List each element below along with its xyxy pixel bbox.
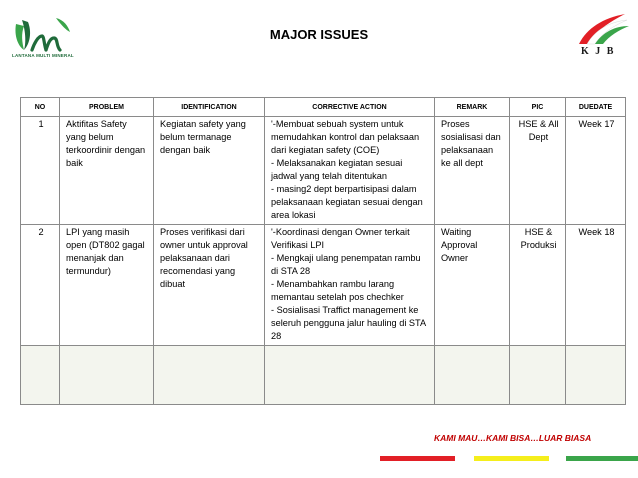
corrective-action-line: - masing2 dept berpartisipasi dalam pelaksanaan kegiatan sesuai dengan area lokasi xyxy=(271,184,423,220)
empty-cell xyxy=(60,346,154,405)
table-row xyxy=(21,225,626,346)
cell-no: 1 xyxy=(21,117,60,225)
kjb-logo xyxy=(573,10,629,62)
kjb-logo-text: K J B xyxy=(581,46,616,57)
corrective-action-line: '-Membuat sebuah system untuk memudahkan kontrol dan pelaksaan dari kegiatan safety (COE) xyxy=(271,119,420,155)
table-row xyxy=(21,117,626,225)
issues-table xyxy=(20,97,626,405)
footer-bar-yellow xyxy=(474,456,549,461)
empty-cell xyxy=(510,346,566,405)
column-header-corrective-action: CORRECTIVE ACTION xyxy=(265,98,435,117)
empty-cell xyxy=(154,346,265,405)
cell-identification: Proses verifikasi dari owner untuk approval pelaksanaan dari recomendasi yang dibuat xyxy=(154,225,265,346)
cell-remark: Waiting Approval Owner xyxy=(435,225,510,346)
column-header-identification: IDENTIFICATION xyxy=(154,98,265,117)
corrective-action-line: - Menambahkan rambu larang memantau setelah pos chechker xyxy=(271,279,404,302)
corrective-action-line: - Mengkaji ulang penempatan rambu di STA 28 xyxy=(271,253,421,276)
cell-no: 2 xyxy=(21,225,60,346)
cell-corrective-action xyxy=(265,117,435,225)
column-header-no: NO xyxy=(21,98,60,117)
cell-problem: Aktifitas Safety yang belum terkoordinir dengan baik xyxy=(60,117,154,225)
column-header-problem: PROBLEM xyxy=(60,98,154,117)
lantana-logo-text: LANTANA MULTI MINERAL xyxy=(12,53,74,58)
empty-cell xyxy=(435,346,510,405)
cell-pic: HSE & All Dept xyxy=(510,117,566,225)
footer-bar-green xyxy=(566,456,638,461)
table-header-row xyxy=(21,98,626,117)
empty-cell xyxy=(21,346,60,405)
cell-duedate: Week 17 xyxy=(566,117,626,225)
cell-pic: HSE & Produksi xyxy=(510,225,566,346)
cell-corrective-action xyxy=(265,225,435,346)
cell-problem: LPI yang masih open (DT802 gagal menanjak dan termundur) xyxy=(60,225,154,346)
corrective-action-line: - Melaksanakan kegiatan sesuai jadwal yang telah ditentukan xyxy=(271,158,403,181)
page-title: MAJOR ISSUES xyxy=(269,27,369,42)
cell-remark: Proses sosialisasi dan pelaksanaan ke all dept xyxy=(435,117,510,225)
column-header-pic: PIC xyxy=(510,98,566,117)
column-header-remark: REMARK xyxy=(435,98,510,117)
cell-identification: Kegiatan safety yang belum termanage dengan baik xyxy=(154,117,265,225)
footer-tagline: KAMI MAU…KAMI BISA…LUAR BIASA xyxy=(434,433,592,443)
empty-cell xyxy=(265,346,435,405)
table-row-empty xyxy=(21,346,626,405)
corrective-action-line: '-Koordinasi dengan Owner terkait Verifikasi LPI xyxy=(271,227,410,250)
cell-duedate: Week 18 xyxy=(566,225,626,346)
corrective-action-line: - Sosialisasi Traffict management ke seleruh pengguna jalur hauling di STA 28 xyxy=(271,305,426,341)
kjb-swoosh-icon xyxy=(573,10,629,46)
column-header-duedate: DUEDATE xyxy=(566,98,626,117)
footer-bar-red xyxy=(380,456,455,461)
empty-cell xyxy=(566,346,626,405)
